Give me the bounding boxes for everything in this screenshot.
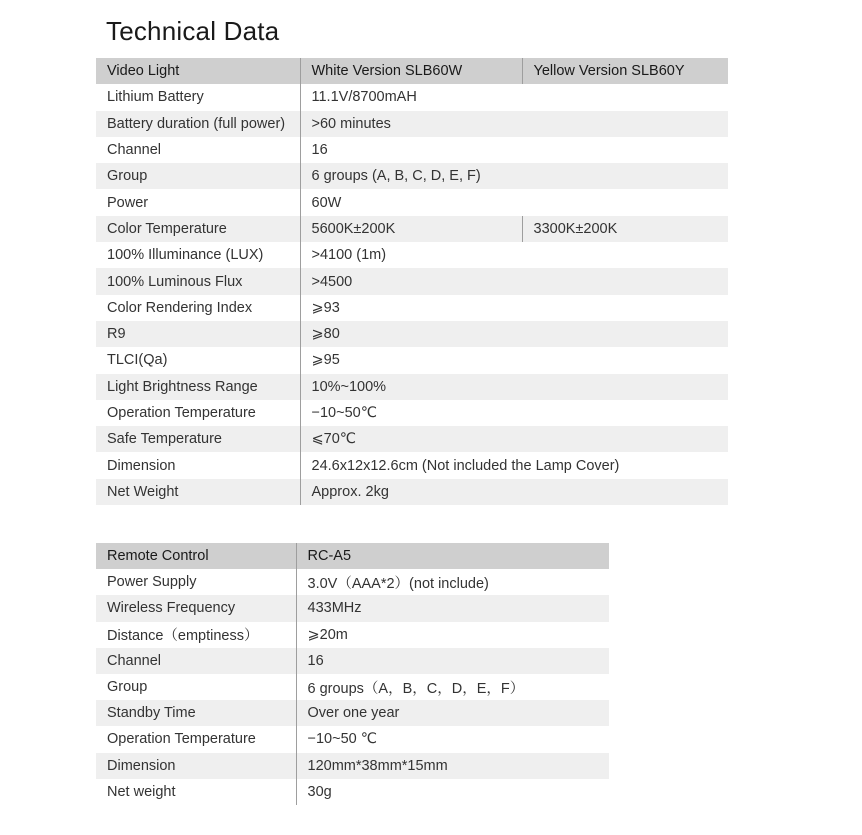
table-row [96, 163, 728, 189]
table-cell: Approx. 2kg [300, 479, 728, 505]
header-cell: RC-A5 [296, 543, 609, 569]
remote-control-spec-body [96, 543, 609, 805]
table-row [96, 569, 609, 595]
table-cell: Lithium Battery [96, 84, 300, 110]
table-cell: Battery duration (full power) [96, 111, 300, 137]
table-cell: −10~50℃ [300, 400, 728, 426]
table-cell: TLCI(Qa) [96, 347, 300, 373]
table-cell: 60W [300, 189, 728, 215]
table-cell: 6 groups（A，B，C，D，E，F） [296, 674, 609, 700]
table-cell: −10~50 ℃ [296, 726, 609, 752]
table-header-row [96, 58, 728, 84]
table-row [96, 189, 728, 215]
table-row [96, 479, 728, 505]
table-row [96, 111, 728, 137]
table-row [96, 295, 728, 321]
table-row [96, 84, 728, 110]
table-row [96, 347, 728, 373]
table-cell: ⩾80 [300, 321, 728, 347]
table-row [96, 595, 609, 621]
table-row [96, 268, 728, 294]
table-cell: 24.6x12x12.6cm (Not included the Lamp Cover) [300, 452, 728, 478]
video-light-spec-body [96, 58, 728, 505]
table-cell: 100% Illuminance (LUX) [96, 242, 300, 268]
table-cell: R9 [96, 321, 300, 347]
table-cell: Safe Temperature [96, 426, 300, 452]
table-cell: 30g [296, 779, 609, 805]
table-cell: ⩾20m [296, 622, 609, 648]
table-row [96, 452, 728, 478]
table-cell: Dimension [96, 753, 296, 779]
table-cell: 10%~100% [300, 374, 728, 400]
table-row [96, 242, 728, 268]
table-cell: 5600K±200K [300, 216, 522, 242]
table-cell: ⩽70℃ [300, 426, 728, 452]
table-cell: 11.1V/8700mAH [300, 84, 728, 110]
table-row [96, 700, 609, 726]
table-cell: >4500 [300, 268, 728, 294]
table-cell: Light Brightness Range [96, 374, 300, 400]
table-cell: Power [96, 189, 300, 215]
table-cell: Color Temperature [96, 216, 300, 242]
table-cell: Standby Time [96, 700, 296, 726]
table-header-row [96, 543, 609, 569]
table-row [96, 779, 609, 805]
table-cell: 100% Luminous Flux [96, 268, 300, 294]
table-cell: Operation Temperature [96, 400, 300, 426]
table-row [96, 648, 609, 674]
table-cell: Dimension [96, 452, 300, 478]
remote-control-spec-table [96, 543, 609, 805]
table-cell: Channel [96, 648, 296, 674]
table-cell: Net weight [96, 779, 296, 805]
header-cell: White Version SLB60W [300, 58, 522, 84]
table-row [96, 674, 609, 700]
table-cell: ⩾95 [300, 347, 728, 373]
table-row [96, 726, 609, 752]
table-row [96, 137, 728, 163]
table-row [96, 216, 728, 242]
table-row [96, 374, 728, 400]
table-cell: Over one year [296, 700, 609, 726]
table-cell: Net Weight [96, 479, 300, 505]
table-cell: 16 [300, 137, 728, 163]
table-cell: Channel [96, 137, 300, 163]
table-cell: 3300K±200K [522, 216, 728, 242]
table-row [96, 400, 728, 426]
table-cell: 6 groups (A, B, C, D, E, F) [300, 163, 728, 189]
table-cell: >60 minutes [300, 111, 728, 137]
table-cell: 3.0V（AAA*2）(not include) [296, 569, 609, 595]
table-cell: >4100 (1m) [300, 242, 728, 268]
table-cell: Group [96, 163, 300, 189]
table-row [96, 622, 609, 648]
video-light-spec-table [96, 58, 728, 505]
table-cell: ⩾93 [300, 295, 728, 321]
table-cell: Power Supply [96, 569, 296, 595]
header-cell: Video Light [96, 58, 300, 84]
table-row [96, 753, 609, 779]
table-cell: 433MHz [296, 595, 609, 621]
table-cell: Distance（emptiness） [96, 622, 296, 648]
table-cell: Operation Temperature [96, 726, 296, 752]
page-title: Technical Data [106, 16, 280, 46]
table-cell: 16 [296, 648, 609, 674]
header-cell: Remote Control [96, 543, 296, 569]
table-cell: Group [96, 674, 296, 700]
table-cell: 120mm*38mm*15mm [296, 753, 609, 779]
header-cell: Yellow Version SLB60Y [522, 58, 728, 84]
table-cell: Color Rendering Index [96, 295, 300, 321]
table-row [96, 426, 728, 452]
table-row [96, 321, 728, 347]
table-cell: Wireless Frequency [96, 595, 296, 621]
